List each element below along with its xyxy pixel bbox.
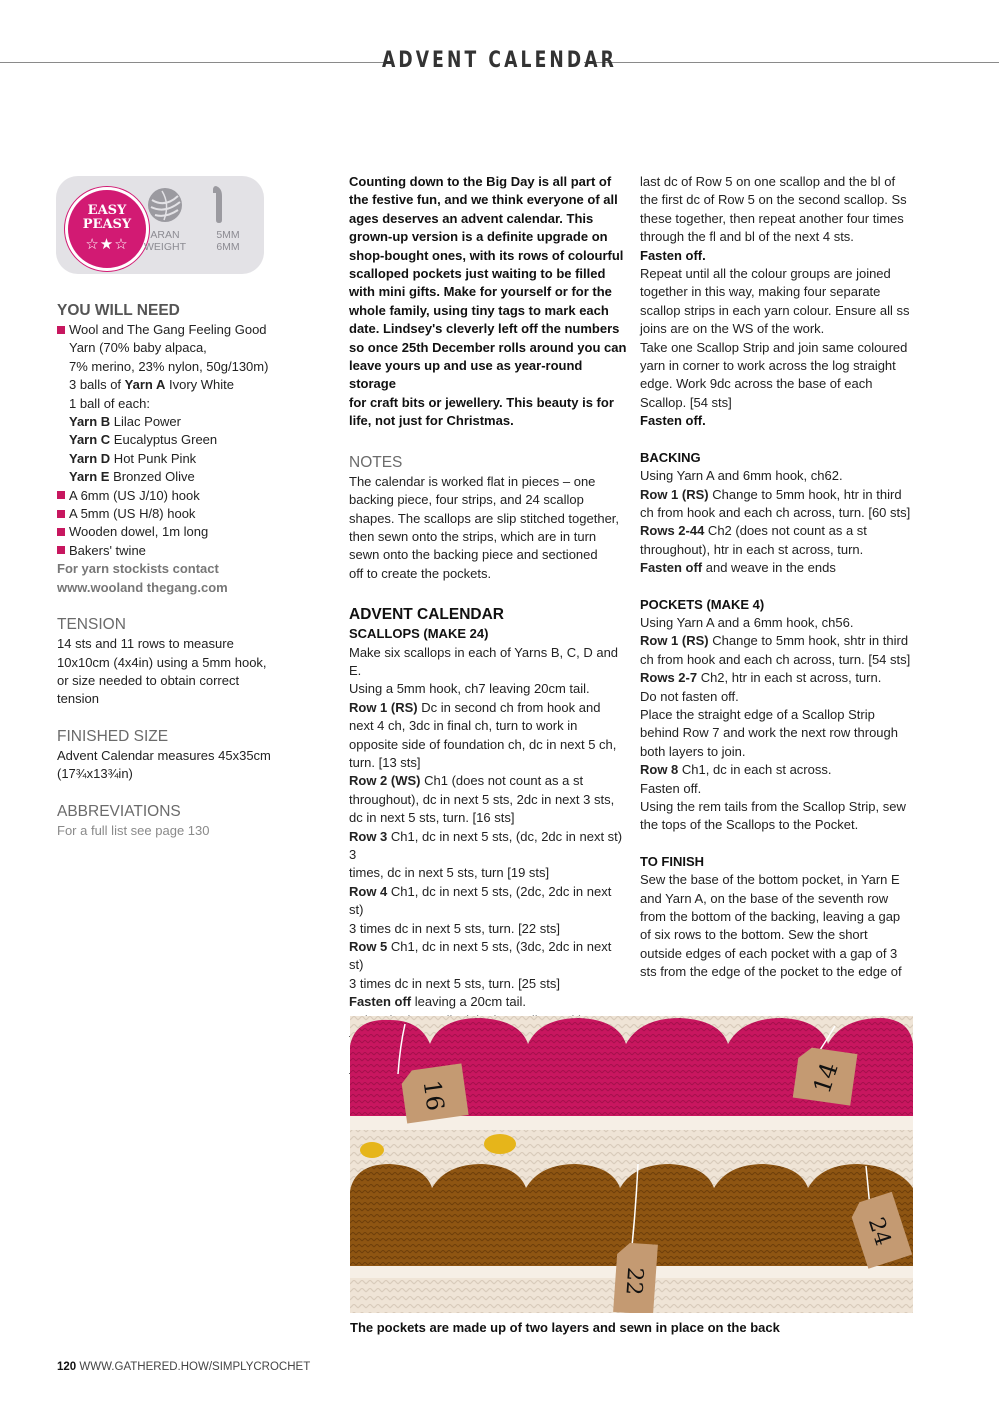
repeat-line: together in this way, making four separate <box>640 284 881 300</box>
intro-paragraph: Counting down to the Big Day is all part of the festive fun, and we think everyone of all ages deserves an advent calendar. This grown-up version is a definite upgrade on shop-bought ones, with its rows of colourful scalloped pockets just waiting to be filled with mini gifts. Make for yourself or for the whole family, using tiny tags to mark each date. Lindsey's cleverly left off the numbers so once 25th December rolls around you can leave yours up and use as year-round storage for craft bits or jewellery. This beauty is for life, not just for Christmas. <box>349 174 627 429</box>
finished-size-line: Advent Calendar measures 45x35cm <box>57 747 271 763</box>
pockets-row-1-cont: ch from hook and each ch across, turn. [54 sts] <box>640 651 911 667</box>
repeat-line: Take one Scallop Strip and join same coloured <box>640 339 908 355</box>
pockets-end-line: Fasten off. <box>640 780 702 796</box>
yarn-weight-label <box>140 229 190 253</box>
finish-line: outside edges of each pocket with a gap of 3 <box>640 945 898 961</box>
backing-heading: BACKING <box>640 449 701 465</box>
photo-illustration <box>350 1016 913 1313</box>
yarn-weight-line2: WEIGHT <box>144 241 186 253</box>
notes-heading: NOTES <box>349 453 403 471</box>
abbreviations-note: For a full list see page 130 <box>57 822 210 838</box>
pockets-line: both layers to join. <box>640 743 746 759</box>
middle-column <box>349 173 629 1085</box>
hook-size-2: 6MM <box>216 241 240 253</box>
tension-line: 10x10cm (4x4in) using a 5mm hook, <box>57 654 267 670</box>
advent-calendar-photo <box>350 1016 913 1313</box>
page-number: 120 <box>57 1361 77 1373</box>
peasy-label: PEASY <box>82 217 132 232</box>
footer-url[interactable]: WWW.GATHERED.HOW/SIMPLYCROCHET <box>76 1361 311 1373</box>
yarn-spec-2: 7% merino, 23% nylon, 50g/130m) <box>69 358 269 374</box>
difficulty-stars: ☆★☆ <box>85 235 129 253</box>
row-5: Row 5 Ch1, dc in next 5 sts, (3dc, 2dc in next st) <box>349 939 612 973</box>
finish-line: sts from the edge of the pocket to the edge of <box>640 964 902 980</box>
repeat-line: joins are on the WS of the work. <box>640 321 825 337</box>
tension-line: tension <box>57 691 99 707</box>
tag-14-label: 14 <box>807 1059 844 1097</box>
row-2: Row 2 (WS) Ch1 (does not count as a st <box>349 773 584 789</box>
row-4-cont: 3 times dc in next 5 sts, turn. [22 sts] <box>349 920 560 936</box>
you-will-need-heading: YOU WILL NEED <box>57 302 180 319</box>
need-item-twine: Bakers' twine <box>57 542 327 560</box>
tag-22-label: 22 <box>620 1266 648 1297</box>
pockets-rows-2-7: Rows 2-7 Ch2, htr in each st across, turn. <box>640 670 882 686</box>
repeat-line: yarn in corner to work across the log straight <box>640 358 896 374</box>
finish-line: Sew the base of the bottom pocket, in Yarn E <box>640 872 900 888</box>
row-5-cont: 3 times dc in next 5 sts, turn. [25 sts] <box>349 975 560 991</box>
yarn-ball-icon <box>148 188 182 222</box>
pockets-end-line: the tops of the Scallops to the Pocket. <box>640 817 859 833</box>
abbreviations-heading: ABBREVIATIONS <box>57 802 181 820</box>
row-4: Row 4 Ch1, dc in next 5 sts, (2dc, 2dc in next st) <box>349 883 612 918</box>
row-2-cont: dc in next 5 sts, turn. [16 sts] <box>349 810 515 826</box>
pockets-end-line: Using the rem tails from the Scallop Strip, sew <box>640 799 906 814</box>
pockets-line: Do not fasten off. <box>640 688 739 704</box>
backing-fasten-off: Fasten off and weave in the ends <box>640 560 836 576</box>
page-footer <box>57 1361 310 1373</box>
tension-line: 14 sts and 11 rows to measure <box>57 636 234 652</box>
pockets-row-1: Row 1 (RS) Change to 5mm hook, shtr in third <box>640 633 909 649</box>
to-finish-heading: TO FINISH <box>640 853 705 869</box>
tag-16-label: 16 <box>417 1078 450 1113</box>
fasten-off-line: Fasten off leaving a 20cm tail. <box>349 994 527 1010</box>
row-2-cont: throughout), dc in next 5 sts, 2dc in next 3 sts, <box>349 791 615 807</box>
yarn-weight-line1: ARAN <box>150 229 180 241</box>
pockets-row-8: Row 8 Ch1, dc in each st across. <box>640 762 832 778</box>
backing-line: Using Yarn A and 6mm hook, ch62. <box>640 468 843 484</box>
page-title: ADVENT CALENDAR <box>382 48 617 73</box>
backing-rows-2-44: Rows 2-44 Ch2 (does not count as a st <box>640 523 867 539</box>
one-ball-line: 1 ball of each: <box>69 395 150 411</box>
hook-size-label <box>206 229 250 253</box>
right-column <box>640 173 930 982</box>
tag-14 <box>793 1046 858 1106</box>
pockets-line: Using Yarn A and a 6mm hook, ch56. <box>640 614 854 630</box>
backing-row-1: Row 1 (RS) Change to 5mm hook, htr in third <box>640 486 902 502</box>
fasten-off-1: Fasten off. <box>640 247 706 263</box>
tension-line: or size needed to obtain correct <box>57 672 240 688</box>
pockets-heading: POCKETS (MAKE 4) <box>640 596 765 612</box>
repeat-line: edge. Work 9dc across the base of each <box>640 376 873 392</box>
left-column <box>57 301 327 840</box>
finish-line: of six rows to the bottom. Sew the short <box>640 927 868 943</box>
repeat-line: Repeat until all the colour groups are joined <box>640 266 891 282</box>
cont-line: through the fl and bl of the next 4 sts. <box>640 229 854 245</box>
yarn-a-line: 3 balls of Yarn A Ivory White <box>69 377 234 393</box>
repeat-line: Scallop. [54 sts] <box>640 394 732 410</box>
crochet-hook-icon <box>211 184 227 224</box>
need-item-6mm-hook: A 6mm (US J/10) hook <box>57 487 327 505</box>
tag-24-label: 24 <box>862 1214 896 1249</box>
backing-row-1-cont: ch from hook and each ch across, turn. [60 sts] <box>640 504 911 520</box>
finished-size-heading: FINISHED SIZE <box>57 727 169 745</box>
stockists-line-1: For yarn stockists contact <box>57 561 219 577</box>
hook-size-1: 5MM <box>216 229 240 241</box>
row-3: Row 3 Ch1, dc in next 5 sts, (dc, 2dc in next st) 3 <box>349 828 623 862</box>
cont-line: the first dc of Row 5 on the second scallop. Ss <box>640 192 907 208</box>
yarn-c-line: Yarn C Eucalyptus Green <box>69 432 218 448</box>
gold-wrapper <box>360 1142 384 1158</box>
pockets-line: Place the straight edge of a Scallop Strip <box>640 706 875 722</box>
repeat-line: scallop strips in each yarn colour. Ensure all ss <box>640 302 910 318</box>
yarn-spec-1: Yarn (70% baby alpaca, <box>69 340 207 356</box>
pockets-line: behind Row 7 and work the next row through <box>640 725 898 741</box>
section-heading: ADVENT CALENDAR <box>349 606 504 624</box>
yarn-e-line: Yarn E Bronzed Olive <box>69 469 195 485</box>
fasten-off-2: Fasten off. <box>640 413 706 429</box>
scallops-line: Make six scallops in each of Yarns B, C, D and E. <box>349 644 619 678</box>
yarn-b-line: Yarn B Lilac Power <box>69 414 181 430</box>
row-1-cont: opposite side of foundation ch, dc in next 5 ch, <box>349 736 617 752</box>
yarn-d-line: Yarn D Hot Punk Pink <box>69 450 197 466</box>
notes-paragraph: The calendar is worked flat in pieces – one backing piece, four strips, and 24 scallop shapes. The scallops are slip stitched together, then sewn onto the strips, which are in turn sewn onto the backing piece and sectioned off to create the pockets. <box>349 473 620 581</box>
backing-rows-cont: throughout), htr in each st across, turn. <box>640 541 864 557</box>
finish-line: from the bottom of the backing, leaving a gap <box>640 909 901 925</box>
need-item-dowel: Wooden dowel, 1m long <box>57 523 327 541</box>
tag-22 <box>613 1242 658 1313</box>
need-item-yarn: Wool and The Gang Feeling Good <box>57 321 327 339</box>
row-3-cont: times, dc in next 5 sts, turn [19 sts] <box>349 865 550 881</box>
need-item-5mm-hook: A 5mm (US H/8) hook <box>57 505 327 523</box>
row-1-cont: next 4 ch, 3dc in final ch, turn to work in <box>349 718 578 734</box>
row-1: Row 1 (RS) Dc in second ch from hook and <box>349 699 601 715</box>
row-1-cont: turn. [13 sts] <box>349 754 421 770</box>
finished-size-line: (17¾x13¾in) <box>57 766 133 782</box>
cont-line: last dc of Row 5 on one scallop and the bl of <box>640 174 896 189</box>
scallops-line: Using a 5mm hook, ch7 leaving 20cm tail. <box>349 681 590 697</box>
easy-peasy-badge <box>65 187 149 271</box>
photo-caption: The pockets are made up of two layers and sewn in place on the back <box>350 1320 780 1335</box>
tension-heading: TENSION <box>57 616 126 634</box>
stockists-link[interactable]: www.wooland thegang.com <box>57 579 228 595</box>
scallops-heading: SCALLOPS (MAKE 24) <box>349 626 489 642</box>
cont-line: these together, then repeat another four times <box>640 210 904 226</box>
gold-wrapper <box>484 1134 516 1154</box>
finish-line: and Yarn A, on the base of the seventh row <box>640 890 889 906</box>
easy-label: EASY <box>87 203 127 218</box>
